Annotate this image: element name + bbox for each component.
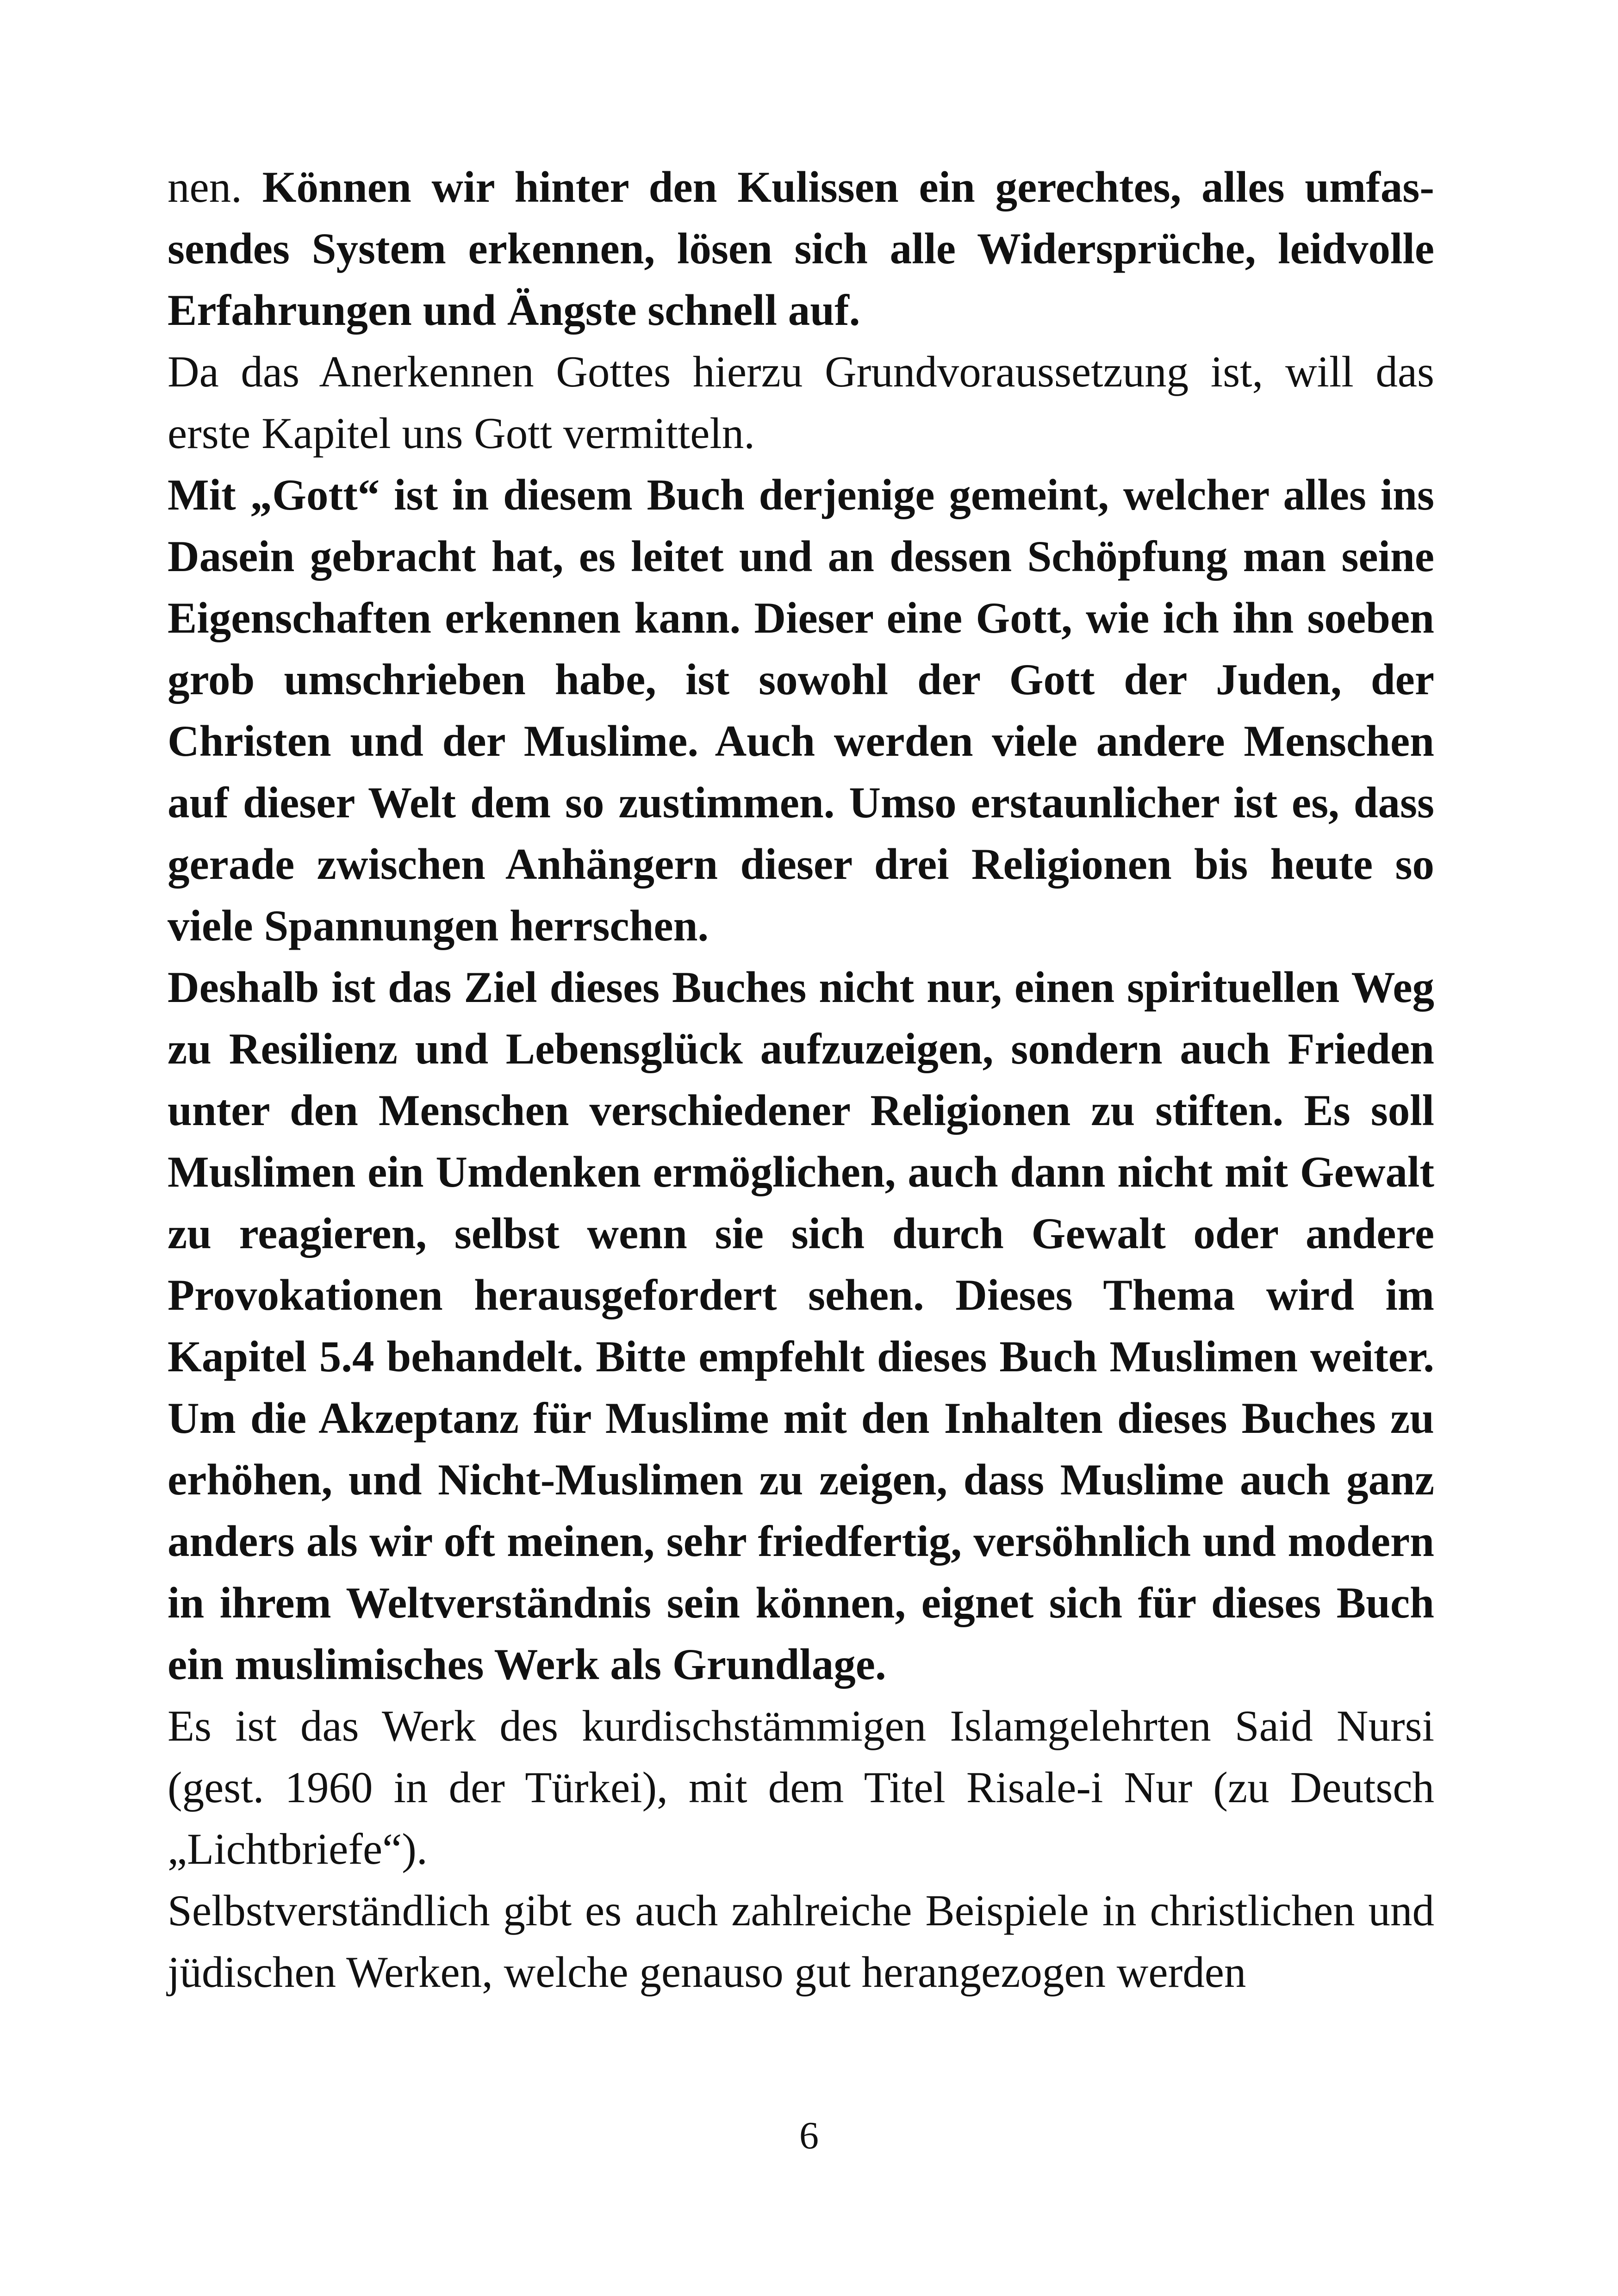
text-run-bold: Mit „Gott“ ist in diesem Buch derjenige gemeint, welcher alles ins Dasein gebracht hat, es leitet und an dessen Schöpfung man seine Eigenschaften erkennen kann. Dieser eine Gott, wie ich ihn soeben grob umschrieben habe, ist sowohl der Gott der Juden, der Christen und der Muslime. Auch werden viele andere Menschen auf dieser Welt dem so zustimmen. Umso erstaunlicher ist es, dass gerade zwischen Anhängern dieser drei Religionen bis heute so viele Spannungen herrschen. (168, 470, 1434, 950)
body-text (168, 156, 1434, 2003)
paragraph-5 (168, 1695, 1434, 1880)
text-run-bold: Deshalb ist das Ziel dieses Buches nicht nur, einen spirituellen Weg zu Resilienz und Lebensglück aufzuzeigen, sondern auch Frieden unter den Menschen verschiedener Religionen zu stiften. Es soll Muslimen ein Umdenken ermöglichen, auch dann nicht mit Gewalt zu reagieren, selbst wenn sie sich durch Gewalt oder andere Provokationen herausgefordert sehen. Dieses Thema wird im Kapitel 5.4 behandelt. Bitte empfehlt dieses Buch Muslimen weiter. Um die Akzeptanz für Muslime mit den Inhalten dieses Buches zu erhöhen, und Nicht-Muslimen zu zeigen, dass Muslime auch ganz anders als wir oft meinen, sehr friedfertig, versöhnlich und modern in ihrem Weltverständnis sein können, eignet sich für dieses Buch ein muslimisches Werk als Grundlage. (168, 963, 1434, 1689)
paragraph-1 (168, 156, 1434, 341)
paragraph-4 (168, 957, 1434, 1695)
text-run: nen. (168, 162, 262, 212)
page-number: 6 (799, 2114, 819, 2157)
paragraph-3 (168, 464, 1434, 957)
paragraph-2 (168, 341, 1434, 464)
text-run-bold: Können wir hinter den Kulissen ein gerechtes, alles umfassendes System erkennen, lösen sich alle Widersprüche, leidvolle Erfahrungen und Ängste schnell auf. (168, 162, 1434, 335)
paragraph-6 (168, 1880, 1434, 2003)
text-run: Es ist das Werk des kurdischstämmigen Islamgelehrten Said Nursi (gest. 1960 in der Türkei), mit dem Titel Risale-i Nur (zu Deutsch „Lichtbriefe“). (168, 1701, 1434, 1873)
text-run: Selbstverständlich gibt es auch zahlreiche Beispiele in christlichen und jüdischen Werken, welche genauso gut herangezogen werden (168, 1886, 1434, 1997)
text-run: Da das Anerkennen Gottes hierzu Grundvoraussetzung ist, will das erste Kapitel uns Gott vermitteln. (168, 347, 1434, 458)
